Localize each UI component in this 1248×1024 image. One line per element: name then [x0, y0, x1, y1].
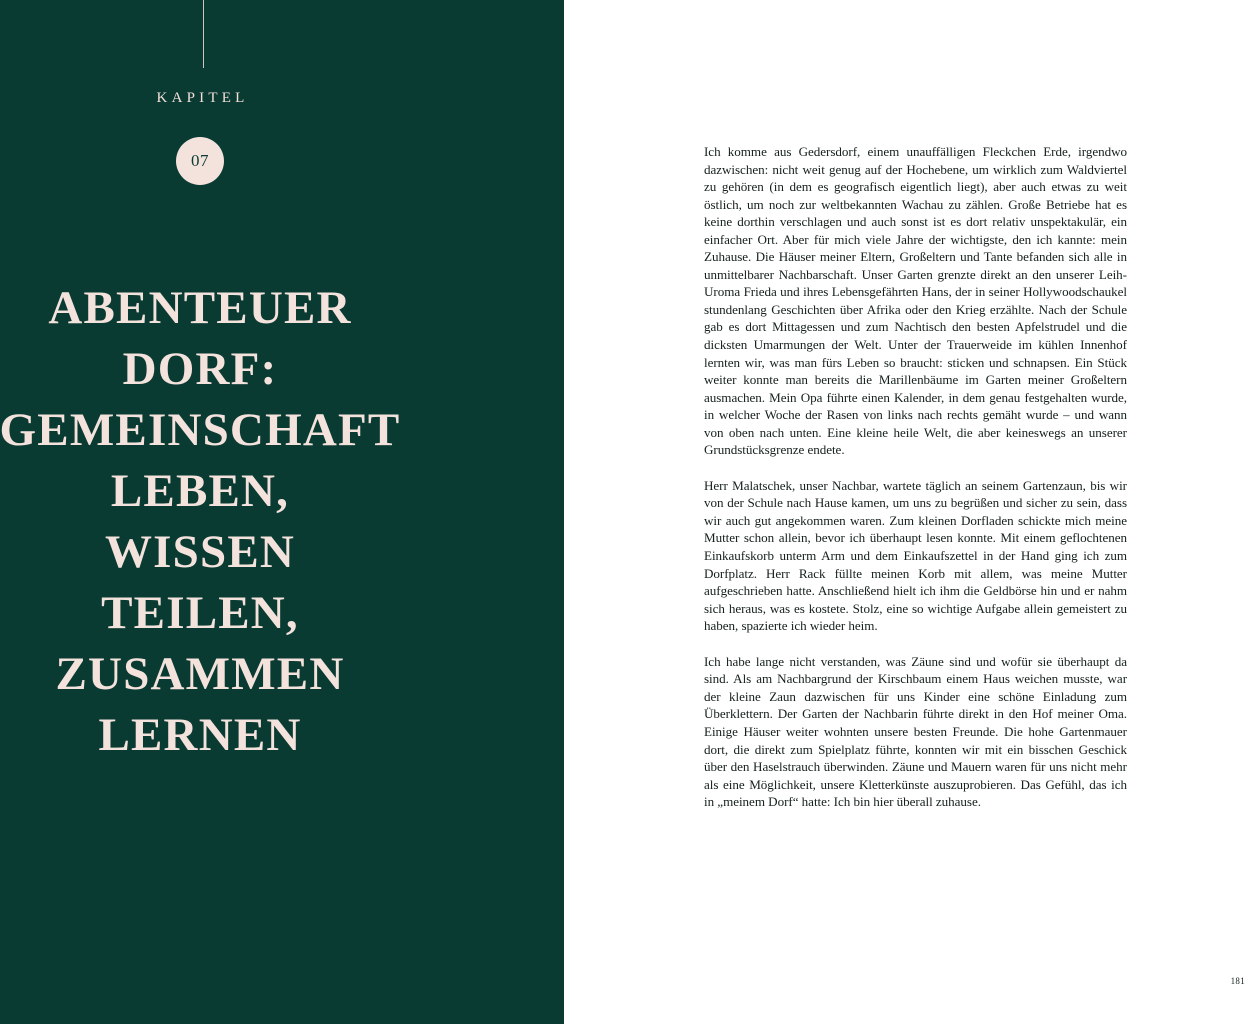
chapter-title-line: GEMEINSCHAFT [0, 404, 401, 456]
body-paragraph: Ich komme aus Gedersdorf, einem unauffälligen Fleckchen Erde, irgendwo dazwischen: nicht weit genug auf der Hochebene, um wirklich zum Waldviertel zu gehören (in dem es geografisch eigentlich liegt), aber auch etwas zu weit östlich, um noch zur weltbekannten Wachau zu zählen. Große Betriebe hat es keine dorthin verschlagen und auch sonst ist es dort relativ unspektakulär, ein einfacher Ort. Aber für mich viele Jahre der wichtigste, den ich kannte: mein Zuhause. Die Häuser meiner Eltern, Großeltern und Tante befanden sich alle in unmittelbarer Nachbarschaft. Unser Garten grenzte direkt an den unserer Leih-Uroma Frieda und ihres Lebensgefährten Hans, der in seiner Hollywoodschaukel stundenlang Geschichten über Afrika oder den Krieg erzählte. Nach der Schule gab es dort Mittagessen und zum Nachtisch den besten Apfelstrudel und die dicksten Umarmungen der Welt. Unter der Trauerweide im kühlen Innenhof lernten wir, was man fürs Leben so braucht: sticken und schnapsen. Ein Stück weiter konnte man bereits die Marillenbäume im Garten meiner Großeltern ausmachen. Mein Opa führte einen Kalender, in dem genau festgehalten wurde, in welcher Woche der Rasen von links nach rechts gemäht wurde – und wann von oben nach unten. Eine kleine heile Welt, die aber keineswegs an unserer Grundstücksgrenze endete. [704, 144, 1127, 458]
chapter-title-line: LEBEN, [110, 465, 290, 517]
chapter-number-badge [176, 137, 224, 185]
chapter-label: KAPITEL [156, 90, 249, 106]
body-paragraph: Ich habe lange nicht verstanden, was Zäune sind und wofür sie überhaupt da sind. Als am Nachbargrund der Kirschbaum einem Haus weichen musste, war der kleine Zaun dazwischen für uns Kinder eine schöne Einladung zum Überklettern. Der Garten der Nachbarin führte direkt in den Hof meiner Oma. Einige Häuser weiter wohnten unsere besten Freunde. Die hohe Gartenmauer dort, die direkt zum Spielplatz führte, konnten wir mit ein bisschen Geschick über den Haselstrauch überwinden. Zäune und Mauern waren für uns nicht mehr als eine Möglichkeit, unsere Kletterkünste auszuprobieren. Das Gefühl, das ich in „meinem Dorf“ hatte: Ich bin hier überall zuhause. [704, 653, 1127, 810]
chapter-opener-page [0, 0, 564, 1024]
vertical-rule-divider [203, 0, 204, 68]
chapter-number: 07 [191, 151, 209, 170]
chapter-title-line: ABENTEUER [48, 282, 352, 334]
page-number: 181 [1230, 976, 1245, 986]
chapter-title [0, 278, 420, 766]
chapter-title-line: TEILEN, [101, 587, 299, 639]
body-text-page [564, 0, 1248, 1024]
text-column [704, 143, 1127, 811]
chapter-title-line: LERNEN [98, 709, 302, 761]
body-paragraph: Herr Malatschek, unser Nachbar, wartete täglich an seinem Gartenzaun, bis wir von der Schule nach Hause kamen, um uns zu begrüßen und sicher zu sein, dass wir auch gut angekommen waren. Zum kleinen Dorfladen schickte mich meine Mutter schon allein, bevor ich überhaupt lesen konnte. Mit einem geflochtenen Einkaufskorb unterm Arm und dem Einkaufszettel in der Hand ging ich zum Dorfplatz. Herr Rack füllte meinen Korb mit allem, was meine Mutter aufgeschrieben hatte. Anschließend hielt ich ihm die Geldbörse hin und er nahm sich heraus, was es kostete. Stolz, eine so wichtige Aufgabe allein gemeistert zu haben, spazierte ich wieder heim. [704, 477, 1127, 634]
chapter-title-line: WISSEN [104, 526, 296, 578]
chapter-title-line: ZUSAMMEN [55, 648, 345, 700]
chapter-title-line: DORF: [122, 343, 278, 395]
